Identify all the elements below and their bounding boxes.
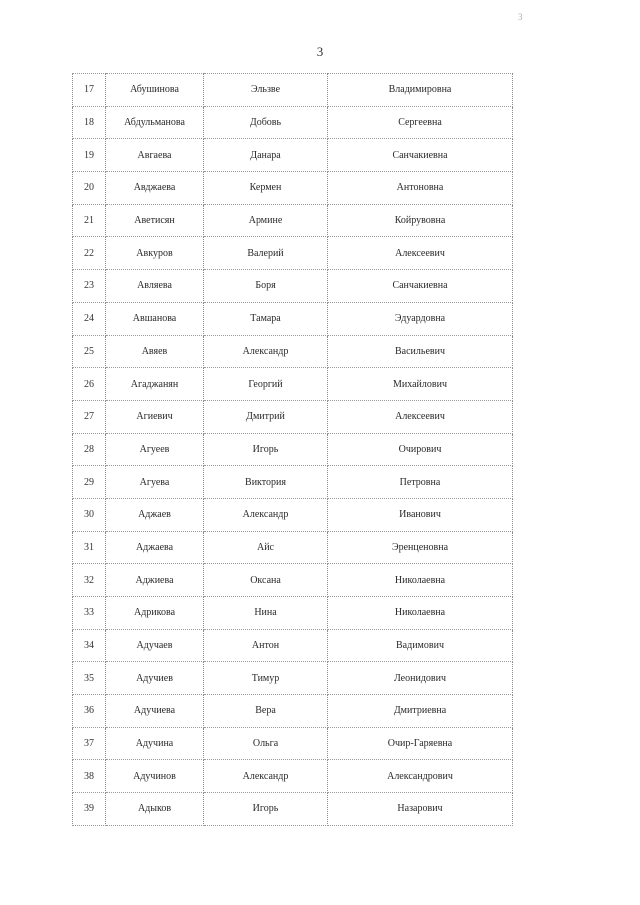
last-name-cell: Авкуров	[106, 237, 204, 270]
patronymic-cell: Иванович	[328, 498, 513, 531]
row-number-cell: 21	[73, 204, 106, 237]
row-number-cell: 36	[73, 695, 106, 728]
last-name-cell: Абушинова	[106, 74, 204, 107]
table-row	[73, 564, 513, 597]
last-name-cell: Агаджанян	[106, 368, 204, 401]
last-name-cell: Адрикова	[106, 597, 204, 630]
row-number-cell: 28	[73, 433, 106, 466]
patronymic-cell: Сергеевна	[328, 106, 513, 139]
row-number-cell: 24	[73, 302, 106, 335]
patronymic-cell: Койрувовна	[328, 204, 513, 237]
row-number-cell: 30	[73, 498, 106, 531]
row-number-cell: 33	[73, 597, 106, 630]
last-name-cell: Адучинов	[106, 760, 204, 793]
row-number-cell: 39	[73, 793, 106, 826]
row-number-cell: 31	[73, 531, 106, 564]
row-number-cell: 22	[73, 237, 106, 270]
last-name-cell: Абдульманова	[106, 106, 204, 139]
table-row	[73, 270, 513, 303]
table-row	[73, 139, 513, 172]
last-name-cell: Авджаева	[106, 172, 204, 205]
last-name-cell: Агиевич	[106, 400, 204, 433]
patronymic-cell: Антоновна	[328, 172, 513, 205]
last-name-cell: Авляева	[106, 270, 204, 303]
first-name-cell: Нина	[204, 597, 328, 630]
first-name-cell: Добовь	[204, 106, 328, 139]
table-row	[73, 695, 513, 728]
patronymic-cell: Вадимович	[328, 629, 513, 662]
last-name-cell: Аджаев	[106, 498, 204, 531]
table-row	[73, 106, 513, 139]
last-name-cell: Агуеев	[106, 433, 204, 466]
first-name-cell: Армине	[204, 204, 328, 237]
patronymic-cell: Александрович	[328, 760, 513, 793]
names-table-container	[72, 73, 513, 826]
first-name-cell: Айс	[204, 531, 328, 564]
row-number-cell: 17	[73, 74, 106, 107]
last-name-cell: Адучина	[106, 727, 204, 760]
last-name-cell: Авшанова	[106, 302, 204, 335]
table-row	[73, 498, 513, 531]
patronymic-cell: Алексеевич	[328, 237, 513, 270]
patronymic-cell: Петровна	[328, 466, 513, 499]
patronymic-cell: Эренценовна	[328, 531, 513, 564]
table-row	[73, 335, 513, 368]
last-name-cell: Аджаева	[106, 531, 204, 564]
row-number-cell: 37	[73, 727, 106, 760]
corner-mark: 3	[518, 12, 524, 22]
first-name-cell: Валерий	[204, 237, 328, 270]
table-row	[73, 466, 513, 499]
patronymic-cell: Васильевич	[328, 335, 513, 368]
first-name-cell: Игорь	[204, 793, 328, 826]
row-number-cell: 25	[73, 335, 106, 368]
first-name-cell: Оксана	[204, 564, 328, 597]
row-number-cell: 34	[73, 629, 106, 662]
patronymic-cell: Очирович	[328, 433, 513, 466]
patronymic-cell: Дмитриевна	[328, 695, 513, 728]
patronymic-cell: Леонидович	[328, 662, 513, 695]
row-number-cell: 19	[73, 139, 106, 172]
last-name-cell: Авяев	[106, 335, 204, 368]
patronymic-cell: Очир-Гаряевна	[328, 727, 513, 760]
patronymic-cell: Назарович	[328, 793, 513, 826]
first-name-cell: Александр	[204, 498, 328, 531]
first-name-cell: Игорь	[204, 433, 328, 466]
patronymic-cell: Алексеевич	[328, 400, 513, 433]
row-number-cell: 23	[73, 270, 106, 303]
patronymic-cell: Владимировна	[328, 74, 513, 107]
last-name-cell: Агуева	[106, 466, 204, 499]
first-name-cell: Эльзве	[204, 74, 328, 107]
row-number-cell: 20	[73, 172, 106, 205]
last-name-cell: Адыков	[106, 793, 204, 826]
page-number: 3	[316, 44, 324, 59]
patronymic-cell: Эдуардовна	[328, 302, 513, 335]
first-name-cell: Виктория	[204, 466, 328, 499]
row-number-cell: 29	[73, 466, 106, 499]
first-name-cell: Александр	[204, 335, 328, 368]
table-row	[73, 400, 513, 433]
first-name-cell: Вера	[204, 695, 328, 728]
first-name-cell: Тамара	[204, 302, 328, 335]
table-row	[73, 629, 513, 662]
last-name-cell: Авгаева	[106, 139, 204, 172]
table-row	[73, 597, 513, 630]
first-name-cell: Данара	[204, 139, 328, 172]
first-name-cell: Георгий	[204, 368, 328, 401]
first-name-cell: Боря	[204, 270, 328, 303]
table-row	[73, 662, 513, 695]
first-name-cell: Дмитрий	[204, 400, 328, 433]
table-row	[73, 237, 513, 270]
table-row	[73, 74, 513, 107]
table-row	[73, 727, 513, 760]
first-name-cell: Ольга	[204, 727, 328, 760]
table-row	[73, 204, 513, 237]
last-name-cell: Адучиева	[106, 695, 204, 728]
row-number-cell: 38	[73, 760, 106, 793]
last-name-cell: Адучаев	[106, 629, 204, 662]
first-name-cell: Александр	[204, 760, 328, 793]
patronymic-cell: Санчакиевна	[328, 270, 513, 303]
table-row	[73, 368, 513, 401]
patronymic-cell: Санчакиевна	[328, 139, 513, 172]
row-number-cell: 27	[73, 400, 106, 433]
table-row	[73, 793, 513, 826]
last-name-cell: Адучиев	[106, 662, 204, 695]
first-name-cell: Антон	[204, 629, 328, 662]
last-name-cell: Аветисян	[106, 204, 204, 237]
first-name-cell: Кермен	[204, 172, 328, 205]
last-name-cell: Аджиева	[106, 564, 204, 597]
patronymic-cell: Николаевна	[328, 564, 513, 597]
row-number-cell: 35	[73, 662, 106, 695]
first-name-cell: Тимур	[204, 662, 328, 695]
names-table-body	[73, 74, 513, 826]
table-row	[73, 531, 513, 564]
names-table	[72, 73, 513, 826]
patronymic-cell: Николаевна	[328, 597, 513, 630]
table-row	[73, 302, 513, 335]
row-number-cell: 32	[73, 564, 106, 597]
table-row	[73, 433, 513, 466]
table-row	[73, 172, 513, 205]
table-row	[73, 760, 513, 793]
row-number-cell: 26	[73, 368, 106, 401]
patronymic-cell: Михайлович	[328, 368, 513, 401]
row-number-cell: 18	[73, 106, 106, 139]
